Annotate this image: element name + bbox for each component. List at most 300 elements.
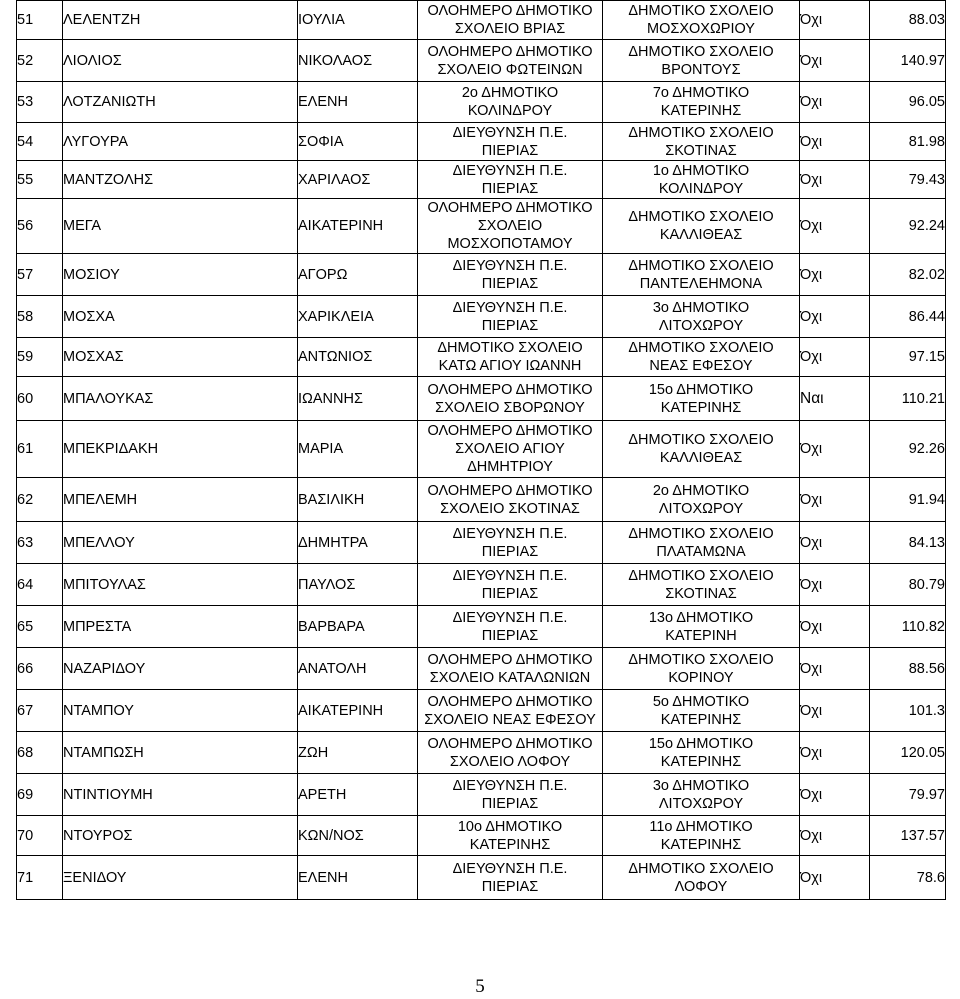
surname-cell (63, 254, 298, 296)
score-cell (870, 161, 946, 199)
requested-school-cell (603, 123, 800, 161)
requested-school-cell-text: ΔΗΜΟΤΙΚΟ ΣΧΟΛΕΙΟ ΚΑΛΛΙΘΕΑΣ (628, 432, 774, 466)
score-cell-text: 97.15 (908, 349, 945, 365)
requested-school-cell (603, 40, 800, 82)
requested-school-cell (603, 421, 800, 478)
answer-cell (800, 421, 870, 478)
organic-position-cell (418, 199, 603, 254)
surname-cell-text: ΜΠΙΤΟΥΛΑΣ (63, 576, 146, 593)
first-name-cell-text: ΔΗΜΗΤΡΑ (298, 534, 368, 551)
first-name-cell-text: ΒΑΣΙΛΙΚΗ (298, 491, 365, 508)
first-name-cell-text: ΜΑΡΙΑ (298, 441, 344, 457)
first-name-cell-text: ΑΙΚΑΤΕΡΙΝΗ (298, 218, 384, 234)
table-row (17, 856, 946, 900)
requested-school-cell (603, 296, 800, 338)
answer-cell-text: Όχι (800, 744, 823, 761)
row-number (17, 40, 63, 82)
surname-cell (63, 123, 298, 161)
requested-school-cell (603, 648, 800, 690)
answer-cell-text: Όχι (800, 218, 823, 234)
score-cell (870, 338, 946, 377)
first-name-cell-text: ΣΟΦΙΑ (298, 133, 344, 150)
table-row (17, 816, 946, 856)
first-name-cell (298, 296, 418, 338)
surname-cell-text: ΜΟΣΧΑ (63, 308, 115, 325)
answer-cell (800, 648, 870, 690)
organic-position-cell-text: ΟΛΟΗΜΕΡΟ ΔΗΜΟΤΙΚΟ ΣΧΟΛΕΙΟ ΒΡΙΑΣ (427, 3, 593, 37)
requested-school-cell (603, 254, 800, 296)
surname-cell-text: ΜΑΝΤΖΟΛΗΣ (63, 171, 154, 188)
requested-school-cell-text: 5ο ΔΗΜΟΤΙΚΟ ΚΑΤΕΡΙΝΗΣ (652, 693, 750, 728)
row-number (17, 856, 63, 900)
surname-cell (63, 478, 298, 522)
score-cell-text: 120.05 (900, 744, 945, 761)
score-cell (870, 254, 946, 296)
organic-position-cell-text: ΟΛΟΗΜΕΡΟ ΔΗΜΟΤΙΚΟ ΣΧΟΛΕΙΟ ΚΑΤΑΛΩΝΙΩΝ (427, 651, 593, 686)
surname-cell (63, 522, 298, 564)
first-name-cell-text: ΑΡΕΤΗ (298, 786, 347, 803)
surname-cell (63, 296, 298, 338)
requested-school-cell (603, 199, 800, 254)
table-row (17, 1, 946, 40)
first-name-cell (298, 199, 418, 254)
organic-position-cell (418, 606, 603, 648)
score-cell (870, 1, 946, 40)
requested-school-cell (603, 690, 800, 732)
requested-school-cell-text: 3ο ΔΗΜΟΤΙΚΟ ΛΙΤΟΧΩΡΟΥ (652, 777, 750, 812)
organic-position-cell (418, 648, 603, 690)
requested-school-cell-text: ΔΗΜΟΤΙΚΟ ΣΧΟΛΕΙΟ ΚΑΛΛΙΘΕΑΣ (628, 209, 774, 243)
organic-position-cell (418, 478, 603, 522)
answer-cell-text: Όχι (800, 441, 823, 457)
requested-school-cell-text: 7ο ΔΗΜΟΤΙΚΟ ΚΑΤΕΡΙΝΗΣ (652, 85, 750, 119)
row-number-text: 61 (17, 441, 34, 457)
organic-position-cell-text: ΟΛΟΗΜΕΡΟ ΔΗΜΟΤΙΚΟ ΣΧΟΛΕΙΟ ΦΩΤΕΙΝΩΝ (427, 43, 593, 78)
row-number (17, 82, 63, 123)
organic-position-cell-text: ΔΙΕΥΘΥΝΣΗ Π.Ε. ΠΙΕΡΙΑΣ (452, 124, 568, 159)
answer-cell-text: Όχι (800, 534, 823, 551)
surname-cell (63, 377, 298, 421)
answer-cell (800, 690, 870, 732)
surname-cell (63, 40, 298, 82)
row-number (17, 338, 63, 377)
answer-cell-text: Όχι (800, 308, 823, 325)
score-cell (870, 732, 946, 774)
requested-school-cell (603, 732, 800, 774)
score-cell-text: 110.21 (901, 390, 945, 407)
requested-school-cell (603, 377, 800, 421)
first-name-cell-text: ΑΝΤΩΝΙΟΣ (298, 349, 373, 365)
requested-school-cell-text: ΔΗΜΟΤΙΚΟ ΣΧΟΛΕΙΟ ΚΟΡΙΝΟΥ (628, 651, 774, 686)
requested-school-cell (603, 478, 800, 522)
answer-cell (800, 1, 870, 40)
first-name-cell-text: ΙΩΑΝΝΗΣ (298, 390, 363, 407)
first-name-cell (298, 690, 418, 732)
organic-position-cell-text: ΔΙΕΥΘΥΝΣΗ Π.Ε. ΠΙΕΡΙΑΣ (452, 860, 568, 895)
score-cell (870, 377, 946, 421)
organic-position-cell-text: ΔΙΕΥΘΥΝΣΗ Π.Ε. ΠΙΕΡΙΑΣ (452, 567, 568, 602)
organic-position-cell-text: ΔΙΕΥΘΥΝΣΗ Π.Ε. ΠΙΕΡΙΑΣ (452, 162, 568, 197)
first-name-cell-text: ΝΙΚΟΛΑΟΣ (298, 52, 373, 69)
organic-position-cell (418, 1, 603, 40)
organic-position-cell (418, 40, 603, 82)
first-name-cell (298, 478, 418, 522)
answer-cell (800, 338, 870, 377)
answer-cell (800, 478, 870, 522)
row-number-text: 62 (17, 491, 34, 508)
score-cell-text: 82.02 (908, 266, 945, 283)
organic-position-cell (418, 161, 603, 199)
answer-cell-text: Όχι (800, 786, 823, 803)
first-name-cell (298, 377, 418, 421)
surname-cell (63, 732, 298, 774)
answer-cell-text: Όχι (800, 266, 823, 283)
table-row (17, 40, 946, 82)
answer-cell (800, 774, 870, 816)
answer-cell (800, 856, 870, 900)
first-name-cell (298, 123, 418, 161)
answer-cell-text: Ναι (800, 389, 824, 407)
row-number-text: 67 (17, 702, 34, 719)
score-cell-text: 140.97 (900, 52, 945, 69)
table-row (17, 377, 946, 421)
row-number-text: 66 (17, 660, 34, 677)
table-row (17, 161, 946, 199)
requested-school-cell (603, 522, 800, 564)
organic-position-cell-text: ΔΙΕΥΘΥΝΣΗ Π.Ε. ΠΙΕΡΙΑΣ (452, 525, 568, 560)
score-cell (870, 690, 946, 732)
requested-school-cell (603, 816, 800, 856)
requested-school-cell-text: 11ο ΔΗΜΟΤΙΚΟ ΚΑΤΕΡΙΝΗΣ (649, 818, 753, 853)
score-cell-text: 137.57 (900, 827, 945, 844)
surname-cell-text: ΜΠΕΛΕΜΗ (63, 491, 138, 508)
answer-cell (800, 296, 870, 338)
requested-school-cell (603, 338, 800, 377)
score-cell-text: 96.05 (908, 94, 945, 110)
table-row (17, 123, 946, 161)
answer-cell-text: Όχι (800, 12, 823, 28)
surname-cell (63, 856, 298, 900)
surname-cell-text: ΝΤΑΜΠΟΥ (63, 702, 134, 719)
answer-cell (800, 522, 870, 564)
surname-cell-text: ΜΟΣΙΟΥ (63, 266, 120, 283)
row-number-text: 55 (17, 171, 34, 188)
row-number-text: 58 (17, 308, 34, 325)
answer-cell-text: Όχι (800, 52, 823, 69)
row-number (17, 123, 63, 161)
table-row (17, 606, 946, 648)
requested-school-cell-text: 15ο ΔΗΜΟΤΙΚΟ ΚΑΤΕΡΙΝΗΣ (648, 381, 754, 416)
score-cell-text: 81.98 (908, 133, 945, 150)
organic-position-cell (418, 123, 603, 161)
answer-cell-text: Όχι (800, 94, 823, 110)
organic-position-cell-text: 10ο ΔΗΜΟΤΙΚΟ ΚΑΤΕΡΙΝΗΣ (457, 818, 563, 853)
row-number (17, 1, 63, 40)
answer-cell-text: Όχι (800, 491, 823, 508)
page-number: 5 (475, 976, 485, 997)
table-row (17, 296, 946, 338)
table-row (17, 199, 946, 254)
table-row (17, 732, 946, 774)
first-name-cell-text: ΕΛΕΝΗ (298, 869, 348, 886)
row-number-text: 63 (17, 534, 34, 551)
row-number-text: 71 (17, 869, 34, 886)
first-name-cell (298, 254, 418, 296)
answer-cell-text: Όχι (800, 618, 823, 635)
score-cell (870, 648, 946, 690)
surname-cell-text: ΜΠΕΛΛΟΥ (63, 534, 135, 551)
first-name-cell (298, 816, 418, 856)
row-number-text: 56 (17, 218, 34, 234)
first-name-cell (298, 522, 418, 564)
first-name-cell (298, 732, 418, 774)
score-cell (870, 421, 946, 478)
first-name-cell-text: ΖΩΗ (298, 744, 329, 761)
score-cell (870, 199, 946, 254)
table-row (17, 648, 946, 690)
results-table (16, 0, 946, 900)
score-cell-text: 80.79 (908, 576, 945, 593)
row-number (17, 522, 63, 564)
table-row (17, 254, 946, 296)
row-number (17, 199, 63, 254)
surname-cell-text: ΝΑΖΑΡΙΔΟΥ (63, 660, 146, 677)
requested-school-cell-text: ΔΗΜΟΤΙΚΟ ΣΧΟΛΕΙΟ ΝΕΑΣ ΕΦΕΣΟΥ (628, 340, 774, 374)
surname-cell-text: ΞΕΝΙΔΟΥ (63, 869, 127, 886)
surname-cell-text: ΜΠΑΛΟΥΚΑΣ (63, 390, 154, 407)
row-number (17, 478, 63, 522)
surname-cell-text: ΜΕΓΑ (63, 218, 102, 234)
answer-cell (800, 254, 870, 296)
row-number-text: 59 (17, 349, 34, 365)
score-cell (870, 564, 946, 606)
requested-school-cell-text: 13ο ΔΗΜΟΤΙΚΟ ΚΑΤΕΡΙΝΗ (648, 609, 754, 644)
requested-school-cell-text: ΔΗΜΟΤΙΚΟ ΣΧΟΛΕΙΟ ΠΑΝΤΕΛΕΗΜΟΝΑ (628, 257, 774, 292)
requested-school-cell-text: ΔΗΜΟΤΙΚΟ ΣΧΟΛΕΙΟ ΜΟΣΧΟΧΩΡΙΟΥ (628, 3, 774, 37)
row-number-text: 69 (17, 786, 34, 803)
organic-position-cell-text: ΟΛΟΗΜΕΡΟ ΔΗΜΟΤΙΚΟ ΣΧΟΛΕΙΟ ΑΓΙΟΥ ΔΗΜΗΤΡΙΟΥ (427, 423, 593, 475)
organic-position-cell-text: 2ο ΔΗΜΟΤΙΚΟ ΚΟΛΙΝΔΡΟΥ (461, 85, 559, 119)
first-name-cell-text: ΕΛΕΝΗ (298, 94, 348, 110)
score-cell (870, 296, 946, 338)
surname-cell (63, 816, 298, 856)
surname-cell-text: ΛΕΛΕΝΤΖΗ (63, 12, 141, 28)
surname-cell-text: ΛΟΤΖΑΝΙΩΤΗ (63, 94, 156, 110)
surname-cell-text: ΝΤΑΜΠΩΣΗ (63, 744, 144, 761)
organic-position-cell (418, 774, 603, 816)
row-number (17, 296, 63, 338)
answer-cell-text: Όχι (800, 576, 823, 593)
score-cell-text: 92.24 (908, 218, 945, 234)
row-number-text: 54 (17, 133, 34, 150)
table-row (17, 564, 946, 606)
requested-school-cell (603, 564, 800, 606)
score-cell (870, 40, 946, 82)
answer-cell-text: Όχι (800, 869, 823, 886)
answer-cell (800, 816, 870, 856)
surname-cell (63, 338, 298, 377)
row-number-text: 68 (17, 744, 34, 761)
row-number (17, 421, 63, 478)
surname-cell (63, 161, 298, 199)
organic-position-cell (418, 856, 603, 900)
first-name-cell (298, 82, 418, 123)
score-cell-text: 88.03 (908, 12, 945, 28)
score-cell-text: 91.94 (908, 491, 945, 508)
surname-cell (63, 82, 298, 123)
first-name-cell (298, 161, 418, 199)
first-name-cell (298, 421, 418, 478)
first-name-cell (298, 564, 418, 606)
first-name-cell-text: ΑΓΟΡΩ (298, 266, 348, 283)
organic-position-cell-text: ΟΛΟΗΜΕΡΟ ΔΗΜΟΤΙΚΟ ΣΧΟΛΕΙΟ ΜΟΣΧΟΠΟΤΑΜΟΥ (427, 200, 593, 252)
first-name-cell (298, 40, 418, 82)
score-cell-text: 110.82 (901, 618, 945, 635)
row-number (17, 606, 63, 648)
table-row (17, 421, 946, 478)
row-number-text: 52 (17, 52, 34, 69)
row-number-text: 53 (17, 94, 34, 110)
answer-cell (800, 123, 870, 161)
answer-cell-text: Όχι (800, 133, 823, 150)
first-name-cell (298, 1, 418, 40)
answer-cell-text: Όχι (800, 827, 823, 844)
answer-cell-text: Όχι (800, 660, 823, 677)
surname-cell-text: ΛΙΟΛΙΟΣ (63, 52, 122, 69)
surname-cell (63, 774, 298, 816)
row-number (17, 774, 63, 816)
first-name-cell-text: ΚΩΝ/ΝΟΣ (298, 827, 364, 844)
row-number-text: 64 (17, 576, 34, 593)
requested-school-cell-text: ΔΗΜΟΤΙΚΟ ΣΧΟΛΕΙΟ ΣΚΟΤΙΝΑΣ (628, 124, 774, 159)
organic-position-cell-text: ΔΙΕΥΘΥΝΣΗ Π.Ε. ΠΙΕΡΙΑΣ (452, 257, 568, 292)
surname-cell-text: ΜΠΕΚΡΙΔΑΚΗ (63, 441, 159, 457)
score-cell (870, 123, 946, 161)
row-number-text: 65 (17, 618, 34, 635)
first-name-cell (298, 774, 418, 816)
row-number (17, 690, 63, 732)
first-name-cell (298, 338, 418, 377)
requested-school-cell-text: 15ο ΔΗΜΟΤΙΚΟ ΚΑΤΕΡΙΝΗΣ (648, 735, 754, 770)
row-number-text: 51 (17, 12, 34, 28)
first-name-cell-text: ΧΑΡΙΚΛΕΙΑ (298, 308, 374, 325)
surname-cell (63, 648, 298, 690)
requested-school-cell (603, 82, 800, 123)
first-name-cell (298, 856, 418, 900)
table-row (17, 522, 946, 564)
table-body (17, 1, 946, 900)
requested-school-cell-text: 2ο ΔΗΜΟΤΙΚΟ ΛΙΤΟΧΩΡΟΥ (652, 482, 750, 517)
row-number (17, 816, 63, 856)
first-name-cell-text: ΑΙΚΑΤΕΡΙΝΗ (298, 702, 384, 719)
row-number-text: 57 (17, 266, 34, 283)
answer-cell-text: Όχι (800, 349, 823, 365)
score-cell (870, 816, 946, 856)
requested-school-cell-text: ΔΗΜΟΤΙΚΟ ΣΧΟΛΕΙΟ ΠΛΑΤΑΜΩΝΑ (628, 525, 774, 560)
surname-cell (63, 606, 298, 648)
score-cell (870, 522, 946, 564)
first-name-cell-text: ΧΑΡΙΛΑΟΣ (298, 171, 371, 188)
requested-school-cell (603, 1, 800, 40)
table-row (17, 82, 946, 123)
table-row (17, 338, 946, 377)
answer-cell (800, 40, 870, 82)
requested-school-cell (603, 161, 800, 199)
organic-position-cell (418, 377, 603, 421)
organic-position-cell (418, 690, 603, 732)
score-cell-text: 79.97 (908, 786, 945, 803)
organic-position-cell-text: ΟΛΟΗΜΕΡΟ ΔΗΜΟΤΙΚΟ ΣΧΟΛΕΙΟ ΣΒΟΡΩΝΟΥ (427, 381, 593, 416)
first-name-cell-text: ΑΝΑΤΟΛΗ (298, 660, 367, 677)
score-cell-text: 92.26 (908, 441, 945, 457)
score-cell-text: 78.6 (916, 869, 945, 886)
score-cell (870, 82, 946, 123)
score-cell-text: 86.44 (908, 308, 945, 325)
score-cell-text: 88.56 (908, 660, 945, 677)
score-cell (870, 774, 946, 816)
row-number (17, 564, 63, 606)
answer-cell-text: Όχι (800, 702, 823, 719)
organic-position-cell (418, 522, 603, 564)
first-name-cell-text: ΠΑΥΛΟΣ (298, 576, 356, 593)
organic-position-cell-text: ΟΛΟΗΜΕΡΟ ΔΗΜΟΤΙΚΟ ΣΧΟΛΕΙΟ ΝΕΑΣ ΕΦΕΣΟΥ (424, 693, 596, 728)
organic-position-cell (418, 338, 603, 377)
score-cell (870, 478, 946, 522)
organic-position-cell (418, 296, 603, 338)
score-cell-text: 84.13 (908, 534, 945, 551)
table-row (17, 690, 946, 732)
requested-school-cell-text: ΔΗΜΟΤΙΚΟ ΣΧΟΛΕΙΟ ΛΟΦΟΥ (628, 860, 774, 895)
organic-position-cell (418, 421, 603, 478)
surname-cell (63, 199, 298, 254)
requested-school-cell-text: ΔΗΜΟΤΙΚΟ ΣΧΟΛΕΙΟ ΣΚΟΤΙΝΑΣ (628, 567, 774, 602)
requested-school-cell-text: 1ο ΔΗΜΟΤΙΚΟ ΚΟΛΙΝΔΡΟΥ (652, 162, 750, 197)
answer-cell (800, 564, 870, 606)
organic-position-cell-text: ΔΙΕΥΘΥΝΣΗ Π.Ε. ΠΙΕΡΙΑΣ (452, 609, 568, 644)
requested-school-cell-text: 3ο ΔΗΜΟΤΙΚΟ ΛΙΤΟΧΩΡΟΥ (652, 299, 750, 334)
surname-cell-text: ΜΠΡΕΣΤΑ (63, 618, 132, 635)
row-number-text: 70 (17, 827, 34, 844)
answer-cell (800, 199, 870, 254)
score-cell (870, 606, 946, 648)
row-number (17, 377, 63, 421)
row-number (17, 732, 63, 774)
answer-cell (800, 732, 870, 774)
score-cell (870, 856, 946, 900)
organic-position-cell-text: ΟΛΟΗΜΕΡΟ ΔΗΜΟΤΙΚΟ ΣΧΟΛΕΙΟ ΣΚΟΤΙΝΑΣ (427, 482, 593, 517)
surname-cell-text: ΜΟΣΧΑΣ (63, 349, 124, 365)
answer-cell (800, 161, 870, 199)
organic-position-cell (418, 564, 603, 606)
row-number-text: 60 (17, 390, 34, 407)
surname-cell-text: ΝΤΙΝΤΙΟΥΜΗ (63, 786, 153, 803)
first-name-cell-text: ΒΑΡΒΑΡΑ (298, 618, 365, 635)
answer-cell-text: Όχι (800, 171, 823, 188)
surname-cell (63, 564, 298, 606)
organic-position-cell-text: ΔΙΕΥΘΥΝΣΗ Π.Ε. ΠΙΕΡΙΑΣ (452, 299, 568, 334)
answer-cell (800, 377, 870, 421)
surname-cell (63, 1, 298, 40)
first-name-cell-text: ΙΟΥΛΙΑ (298, 12, 345, 28)
surname-cell (63, 690, 298, 732)
organic-position-cell-text: ΔΙΕΥΘΥΝΣΗ Π.Ε. ΠΙΕΡΙΑΣ (452, 777, 568, 812)
table-row (17, 774, 946, 816)
answer-cell (800, 606, 870, 648)
first-name-cell (298, 648, 418, 690)
surname-cell-text: ΛΥΓΟΥΡΑ (63, 133, 129, 150)
answer-cell (800, 82, 870, 123)
row-number (17, 254, 63, 296)
